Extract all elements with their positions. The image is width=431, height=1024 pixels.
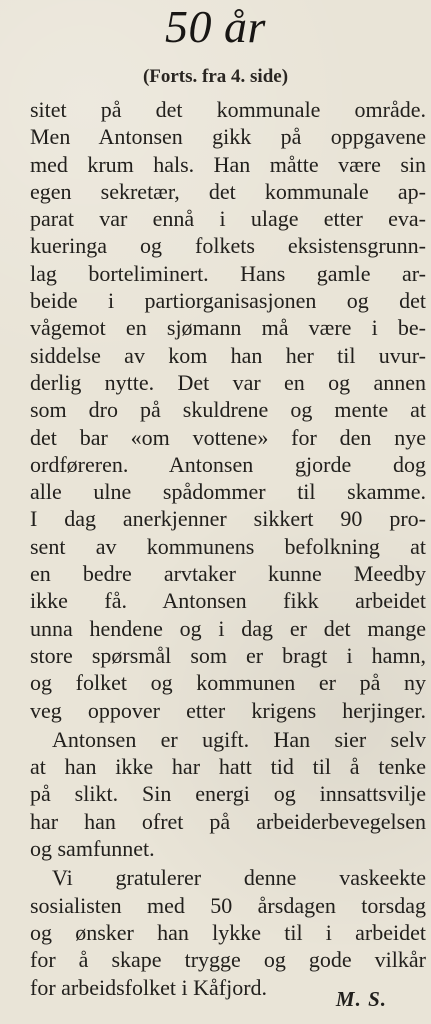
article-line-22: og folket og kommunen er på ny — [30, 670, 426, 696]
article-line-32: for å skape trygge og gode vilkår — [30, 947, 426, 973]
article-line-19: ikke få. Antonsen fikk arbeidet — [30, 588, 426, 614]
article-line-20: unna hendene og i dag er det mange — [30, 615, 426, 641]
article-line-8: beide i partiorganisasjonen og det — [30, 288, 426, 314]
article-line-7: lag borteliminert. Hans gamle ar- — [30, 260, 426, 286]
article-line-29: Vi gratulerer denne vaskeekte — [52, 865, 426, 891]
article-line-30: sosialisten med 50 årsdagen torsdag — [30, 892, 426, 918]
article-line-16: I dag anerkjenner sikkert 90 pro- — [30, 506, 426, 532]
article-line-24: Antonsen er ugift. Han sier selv — [52, 726, 426, 752]
article-body — [30, 96, 426, 1001]
article-line-2: Men Antonsen gikk på oppgavene — [30, 124, 426, 150]
article-line-4: egen sekretær, det kommunale ap- — [30, 178, 426, 204]
article-line-5: parat var ennå i ulage etter eva- — [30, 206, 426, 232]
article-line-15: alle ulne spådommer til skamme. — [30, 479, 426, 505]
continued-from-note: (Forts. fra 4. side) — [142, 66, 289, 87]
article-line-6: kueringa og folkets eksistensgrunn- — [30, 233, 426, 259]
article-line-25: at han ikke har hatt tid til å tenke — [30, 754, 426, 780]
article-line-28: og samfunnet. — [30, 836, 155, 862]
article-line-11: derlig nytte. Det var en og annen — [30, 369, 426, 395]
article-line-21: store spørsmål som er bragt i hamn, — [30, 642, 426, 668]
article-line-3: med krum hals. Han måtte være sin — [30, 151, 426, 177]
article-line-10: siddelse av kom han her til uvur- — [30, 342, 426, 368]
article-line-18: en bedre arvtaker kunne Meedby — [30, 561, 426, 587]
article-line-9: vågemot en sjømann må være i be- — [30, 315, 426, 341]
article-line-26: på slikt. Sin energi og innsattsvilje — [30, 781, 426, 807]
article-line-1: sitet på det kommunale område. — [30, 97, 426, 122]
article-line-12: som dro på skuldrene og mente at — [30, 397, 426, 423]
article-line-14: ordføreren. Antonsen gjorde dog — [30, 451, 426, 477]
article-line-23: veg oppover etter krigens herjinger. — [30, 697, 426, 723]
article-line-27: har han ofret på arbeiderbevegelsen — [30, 808, 426, 834]
article-line-31: og ønsker han lykke til i arbeidet — [30, 919, 426, 945]
article-line-33: for arbeidsfolket i Kåfjord. — [30, 974, 268, 1000]
article-line-13: det bar «om vottene» for den nye — [30, 424, 426, 450]
article-title: 50 år — [165, 1, 266, 52]
author-signature: M. S. — [335, 987, 387, 1011]
article-line-17: sent av kommunens befolkning at — [30, 533, 426, 559]
